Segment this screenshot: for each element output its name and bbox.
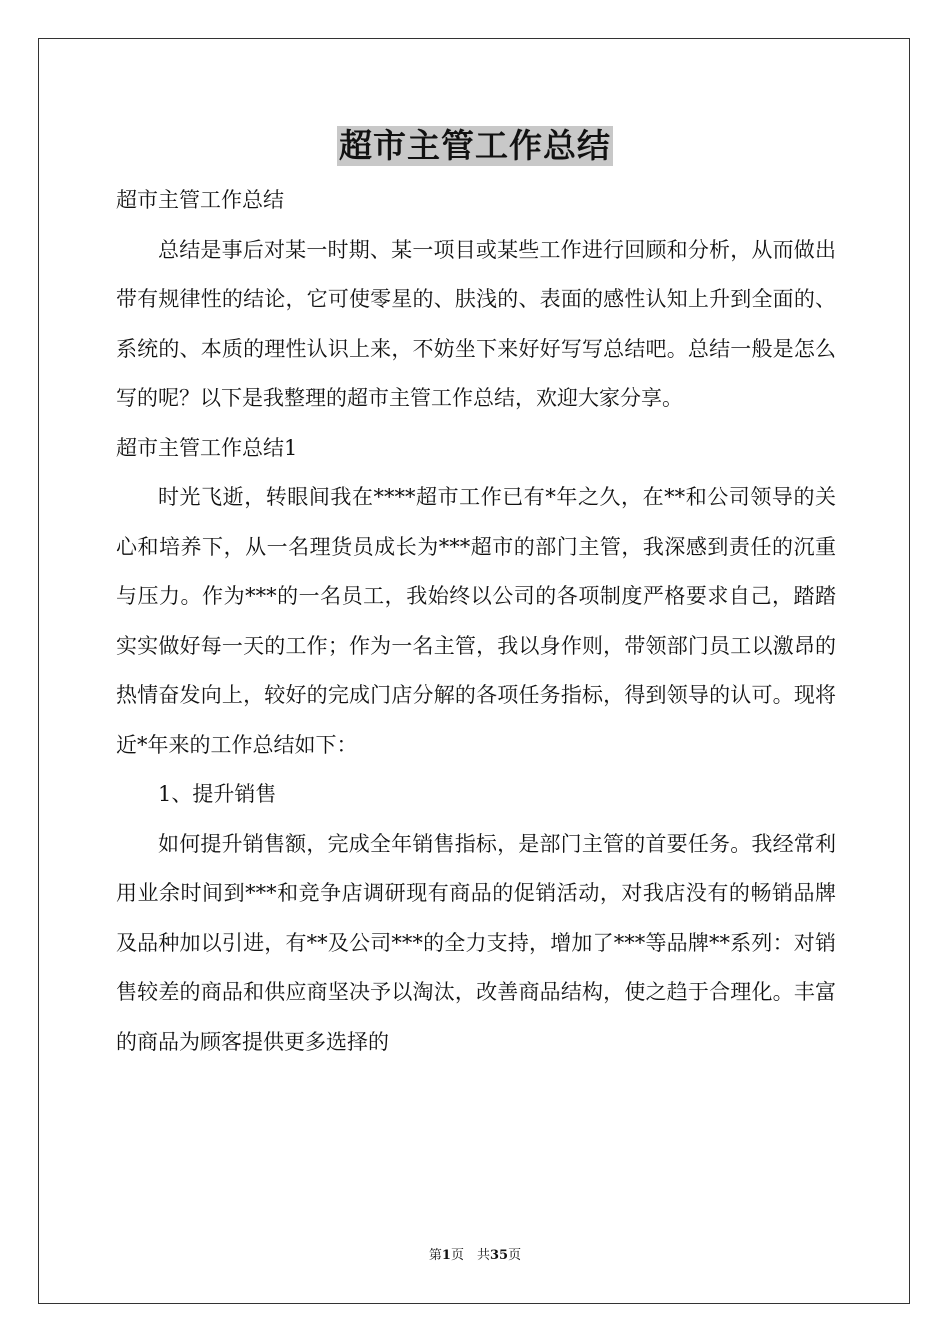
title-container bbox=[0, 126, 950, 166]
footer-middle: 页 共 bbox=[450, 1248, 490, 1263]
numbered-heading: 1、提升销售 bbox=[158, 782, 277, 806]
total-page-count: 35 bbox=[489, 1248, 509, 1263]
document-title: 超市主管工作总结 bbox=[339, 126, 611, 165]
intro-paragraph: 总结是事后对某一时期、某一项目或某些工作进行回顾和分析，从而做出带有规律性的结论，它可使零星的、肤浅的、表面的感性认知上升到全面的、系统的、本质的理性认识上来，不妨坐下来好好写写总结吧。总结一般是怎么写的呢？以下是我整理的超市主管工作总结，欢迎大家分享。 bbox=[116, 237, 836, 410]
body-paragraph: 时光飞逝，转眼间我在****超市工作已有*年之久，在**和公司领导的关心和培养下，从一名理货员成长为***超市的部门主管，我深感到责任的沉重与压力。作为***的一名员工，我始终以公司的各项制度严格要求自己，踏踏实实做好每一天的工作；作为一名主管，我以身作则，带领部门员工以激昂的热情奋发向上，较好的完成门店分解的各项任务指标，得到领导的认可。现将近*年来的工作总结如下： bbox=[116, 485, 836, 757]
page-footer bbox=[0, 1248, 950, 1264]
document-body bbox=[116, 176, 836, 1067]
section-heading: 超市主管工作总结1 bbox=[116, 435, 298, 460]
footer-prefix: 第 bbox=[428, 1248, 442, 1263]
current-page-number: 1 bbox=[441, 1248, 451, 1263]
body-paragraph: 如何提升销售额，完成全年销售指标，是部门主管的首要任务。我经常利用业余时间到***和竞争店调研现有商品的促销活动，对我店没有的畅销品牌及品种加以引进，有**及公司***的全力支持，增加了***等品牌**系列：对销售较差的商品和供应商坚决予以淘汰，改善商品结构，使之趋于合理化。丰富的商品为顾客提供更多选择的 bbox=[116, 831, 836, 1054]
subtitle-paragraph: 超市主管工作总结 bbox=[116, 188, 284, 212]
footer-suffix: 页 bbox=[508, 1248, 522, 1263]
